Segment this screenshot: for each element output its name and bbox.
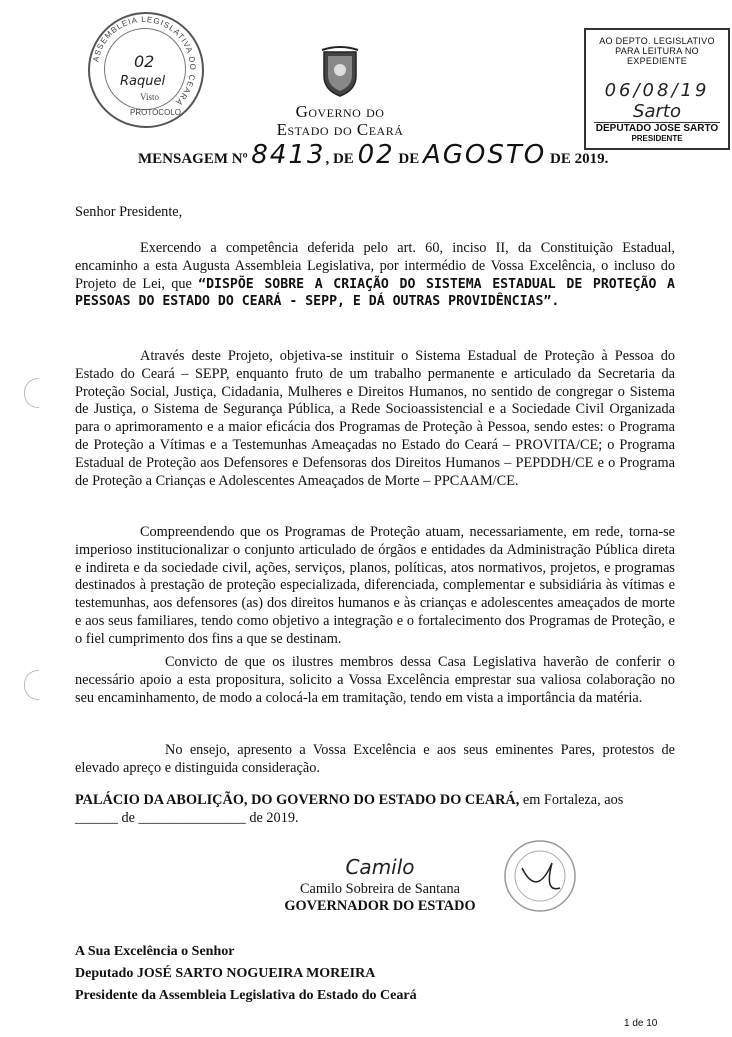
message-sep2: DE bbox=[398, 151, 420, 167]
paragraph-3: Compreendendo que os Programas de Proteção atuam, necessariamente, em rede, torna-se imperioso institucionalizar o conjunto articulado de órgãos e entidades da Administração Pública direta e indireta e da sociedade civil, ações, serviços, planos, políticas, atos normativos, projetos, e programas destinados à prestação de proteção especializada, diferenciada, complementar e subsidiária às vítimas e testemunhas, aos defensores (as) dos direitos humanos e às crianças e adolescentes ameaçados de morte e aos seus familiares, tendo como objetivo a integração e o fortalecimento dos Programas de Proteção, e o fiel cumprimento dos fins a que se destinam. bbox=[75, 524, 675, 647]
expedient-stamp bbox=[584, 28, 730, 150]
date-line: ______ de _______________ de 2019. bbox=[75, 810, 299, 826]
bill-subject: “DISPÕE SOBRE A CRIAÇÃO DO SISTEMA ESTADUAL DE PROTEÇÃO A PESSOAS DO ESTADO DO CEARÁ - SEPP, E DÁ OUTRAS PROVIDÊNCIAS”. bbox=[75, 276, 675, 310]
paragraph-5: No ensejo, apresento a Vossa Excelência e aos seus eminentes Pares, protestos de elevado apreço e distinguida consideração. bbox=[75, 742, 675, 776]
message-day: 02 bbox=[357, 140, 395, 170]
signature-block bbox=[250, 855, 510, 915]
addressee-line3: Presidente da Assembleia Legislativa do Estado do Ceará bbox=[75, 988, 417, 1003]
government-name-line2: Estado do Ceará bbox=[276, 120, 404, 139]
protocol-signature: Raquel bbox=[120, 74, 166, 89]
government-name-line1: Governo do bbox=[295, 102, 385, 121]
place-line bbox=[75, 792, 675, 810]
protocol-visto: Visto bbox=[140, 92, 159, 102]
expedient-signature: Sarto bbox=[633, 101, 681, 122]
punch-hole bbox=[24, 670, 39, 700]
expedient-role: PRESIDENTE bbox=[631, 134, 683, 143]
paragraph-1-text: Exercendo a competência deferida pelo art. 60, inciso II, da Constituição Estadual, encaminho a esta Augusta Assembleia Legislativa, por intermédio de Vossa Excelência, o incluso do Projeto de Lei, que bbox=[75, 240, 675, 292]
expedient-signer: DEPUTADO JOSÉ SARTO bbox=[595, 123, 719, 134]
message-year: DE 2019. bbox=[550, 151, 609, 167]
addressee-line2: Deputado JOSÉ SARTO NOGUEIRA MOREIRA bbox=[75, 966, 376, 981]
salutation: Senhor Presidente, bbox=[75, 204, 183, 220]
paragraph-1 bbox=[75, 240, 675, 311]
expedient-date: 06/08/19 bbox=[604, 80, 710, 101]
signer-title: GOVERNADOR DO ESTADO bbox=[284, 898, 476, 914]
message-sep1: , DE bbox=[325, 151, 354, 167]
punch-hole bbox=[24, 378, 39, 408]
signer-name: Camilo Sobreira de Santana bbox=[299, 881, 460, 897]
page-number: 1 de 10 bbox=[624, 1018, 658, 1029]
paragraph-2: Através deste Projeto, objetiva-se instituir o Sistema Estadual de Proteção à Pessoa do Estado do Ceará – SEPP, enquanto fruto de um trabalho permanente e articulado da Secretaria da Proteção Social, Justiça, Cidadania, Mulheres e Direitos Humanos, no sentido de congregar o Sistema de Justiça, o Sistema de Segurança Pública, a Rede Socioassistencial e a Sociedade Civil Organizada para o aprimoramento e a maior eficácia dos Programas de Proteção à Pessoa, sendo estes: o Programa de Proteção a Vítimas e a Testemunhas Ameaçadas no Estado do Ceará – PROVITA/CE; o Programa Estadual de Proteção aos Defensores e Defensoras dos Direitos Humanos – PEPDDH/CE e o Programa de Proteção a Crianças e Adolescentes Ameaçados de Morte – PPCAAM/CE. bbox=[75, 348, 675, 489]
coat-of-arms-icon bbox=[318, 46, 362, 98]
paragraph-4: Convicto de que os ilustres membros dessa Casa Legislativa haverão de conferir o necessário apoio a esta propositura, solicito a Vossa Excelência emprestar sua valiosa colaboração no seu encaminhamento, de modo a colocá-la em tramitação, tendo em vista a importância da matéria. bbox=[75, 654, 675, 706]
message-number: 8413 bbox=[251, 140, 326, 170]
stamp-ring-top: ASSEMBLEIA LEGISLATIVA DO CEARÁ bbox=[91, 14, 198, 108]
protocol-stamp bbox=[88, 12, 204, 128]
expedient-line1: AO DEPTO. LEGISLATIVO bbox=[599, 36, 715, 46]
protocol-label: PROTOCOLO bbox=[130, 108, 181, 117]
place-rest: em Fortaleza, aos bbox=[519, 792, 624, 808]
governor-signature: Camilo bbox=[345, 855, 415, 879]
message-label: MENSAGEM Nº bbox=[138, 151, 248, 167]
message-header bbox=[138, 140, 608, 170]
message-month: AGOSTO bbox=[423, 140, 547, 170]
place-bold: PALÁCIO DA ABOLIÇÃO, DO GOVERNO DO ESTADO DO CEARÁ, bbox=[75, 792, 520, 808]
addressee-line1: A Sua Excelência o Senhor bbox=[75, 944, 235, 959]
expedient-line2: PARA LEITURA NO EXPEDIENTE bbox=[615, 46, 699, 66]
governor-seal-icon bbox=[502, 838, 578, 914]
protocol-number: 02 bbox=[134, 52, 155, 71]
